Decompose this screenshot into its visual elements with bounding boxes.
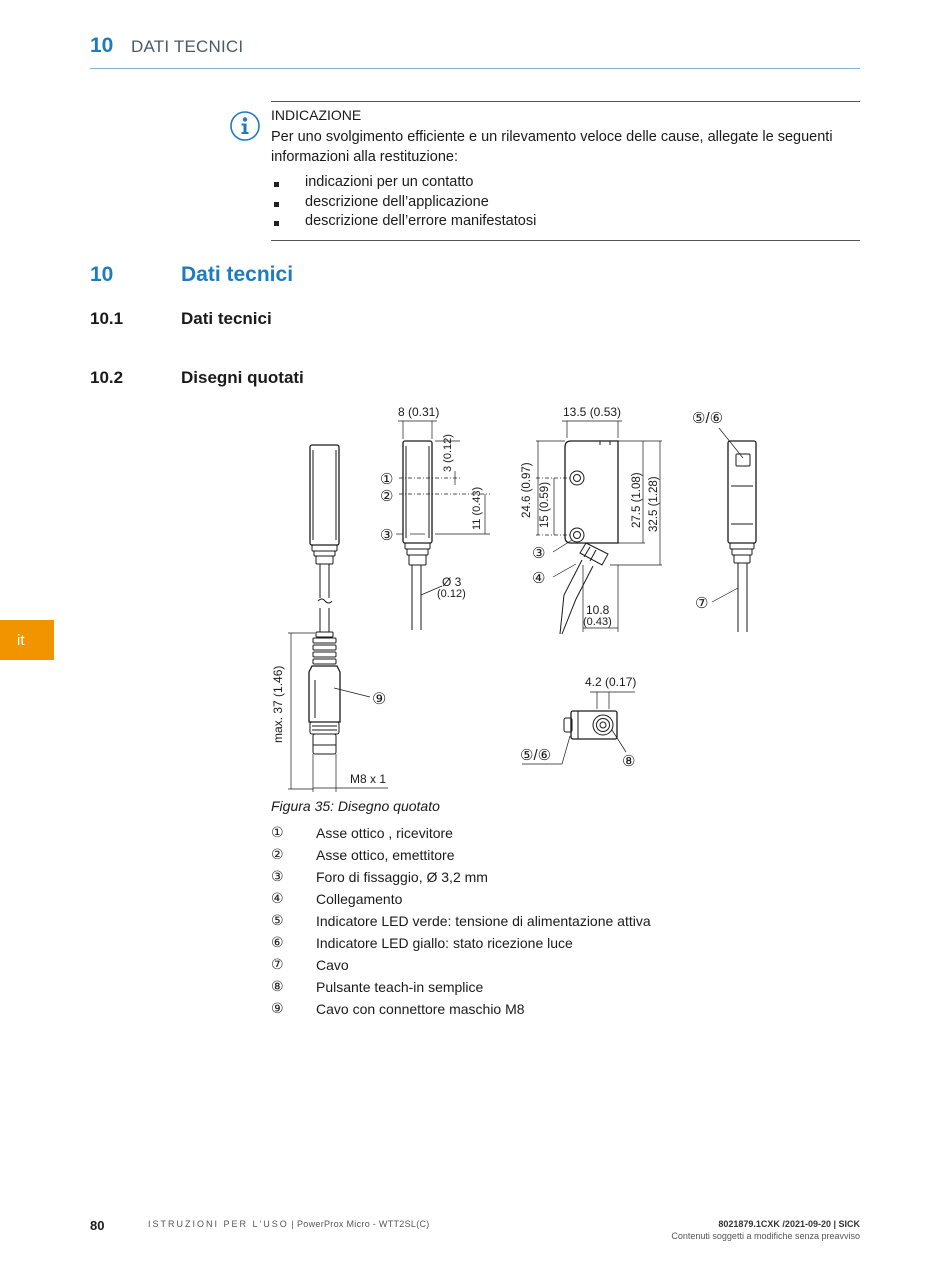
legend-item [271, 910, 651, 932]
legend-item [271, 866, 651, 888]
legend-text: Foro di fissaggio, Ø 3,2 mm [316, 869, 488, 885]
notice-list [271, 174, 861, 233]
legend-text: Asse ottico, emettitore [316, 847, 455, 863]
dim-4-2: 4.2 (0.17) [585, 675, 637, 689]
dimension-drawing [260, 400, 780, 800]
dim-cable: Ø 3 [442, 575, 462, 589]
legend-text: Asse ottico , ricevitore [316, 825, 453, 841]
section-number: 10 [90, 263, 114, 286]
legend-item [271, 998, 651, 1020]
notice-top-rule [271, 101, 860, 102]
label-3-side: ③ [532, 545, 546, 562]
legend-item [271, 932, 651, 954]
figure-caption: Figura 35: Disegno quotato [271, 798, 440, 814]
dim-24-6: 24.6 (0.97) [521, 462, 533, 518]
subsection-title: Dati tecnici [181, 309, 272, 328]
figure-legend [271, 822, 651, 1020]
legend-item [271, 822, 651, 844]
sensor-rear-view [712, 428, 756, 632]
dim-max37: max. 37 (1.46) [271, 665, 285, 743]
dim-32-5: 32.5 (1.28) [648, 476, 660, 532]
notice-title: INDICAZIONE [271, 107, 362, 123]
dim-10-8-in: (0.43) [583, 616, 612, 628]
legend-text: Cavo [316, 957, 349, 973]
footer-disclaimer: Contenuti soggetti a modifiche senza preavviso [671, 1231, 860, 1241]
legend-marker: ④ [271, 891, 284, 907]
footer-doc-id: 8021879.1CXK /2021-09-20 | SICK [718, 1219, 860, 1229]
page-number: 80 [90, 1218, 105, 1233]
footer-right [671, 1218, 860, 1242]
label-9: ⑨ [372, 691, 387, 708]
chapter-title: DATI TECNICI [131, 37, 244, 56]
dim-15: 15 (0.59) [539, 481, 551, 528]
legend-item [271, 954, 651, 976]
label-56-top: ⑤/⑥ [520, 747, 552, 764]
subsection-number: 10.1 [90, 309, 124, 328]
header-rule [90, 68, 860, 69]
notice-bottom-rule [271, 240, 860, 241]
legend-text: Indicatore LED giallo: stato ricezione luce [316, 935, 573, 951]
legend-marker: ② [271, 847, 284, 863]
legend-item [271, 844, 651, 866]
legend-marker: ⑤ [271, 913, 284, 929]
subsection-number: 10.2 [90, 368, 124, 387]
label-1: ① [380, 471, 394, 488]
footer-doc-type: ISTRUZIONI PER L'USO [148, 1219, 289, 1229]
dim-13-5: 13.5 (0.53) [563, 405, 622, 419]
section-title: Dati tecnici [181, 263, 294, 286]
dim-m8: M8 x 1 [350, 772, 387, 786]
subsection-title: Disegni quotati [181, 368, 304, 387]
list-item: indicazioni per un contatto [271, 174, 861, 194]
legend-text: Collegamento [316, 891, 403, 907]
chapter-number: 10 [90, 34, 114, 57]
footer-document-info [148, 1219, 430, 1229]
label-3: ③ [380, 527, 394, 544]
legend-text: Cavo con connettore maschio M8 [316, 1001, 525, 1017]
label-4: ④ [532, 570, 546, 587]
legend-marker: ⑧ [271, 979, 284, 995]
legend-text: Indicatore LED verde: tensione di alimentazione attiva [316, 913, 651, 929]
label-56-rear: ⑤/⑥ [692, 410, 724, 427]
dim-27-5: 27.5 (1.08) [631, 472, 643, 528]
legend-marker: ⑥ [271, 935, 284, 951]
legend-marker: ③ [271, 869, 284, 885]
legend-marker: ⑨ [271, 1001, 284, 1017]
list-item: descrizione dell’applicazione [271, 194, 861, 214]
footer-product: | PowerProx Micro - WTT2SL(C) [291, 1219, 430, 1229]
label-7: ⑦ [695, 595, 709, 612]
legend-marker: ⑦ [271, 957, 284, 973]
info-icon [229, 110, 261, 147]
dim-10-8: 10.8 [586, 603, 610, 617]
legend-item [271, 888, 651, 910]
notice-text: Per uno svolgimento efficiente e un rilevamento veloce delle cause, allegate le seguenti informazioni alla restituzione: [271, 129, 833, 165]
language-tab: it [0, 620, 54, 660]
dim-11: 11 (0.43) [471, 486, 483, 530]
legend-marker: ① [271, 825, 284, 841]
dim-3: 3 (0.12) [442, 434, 454, 472]
dim-cable-in: (0.12) [437, 588, 466, 600]
sensor-cable-view [288, 445, 388, 792]
dim-width-front: 8 (0.31) [398, 405, 440, 419]
list-item: descrizione dell’errore manifestatosi [271, 213, 861, 233]
label-8: ⑧ [622, 753, 636, 770]
label-2: ② [380, 488, 394, 505]
legend-item [271, 976, 651, 998]
legend-text: Pulsante teach-in semplice [316, 979, 484, 995]
